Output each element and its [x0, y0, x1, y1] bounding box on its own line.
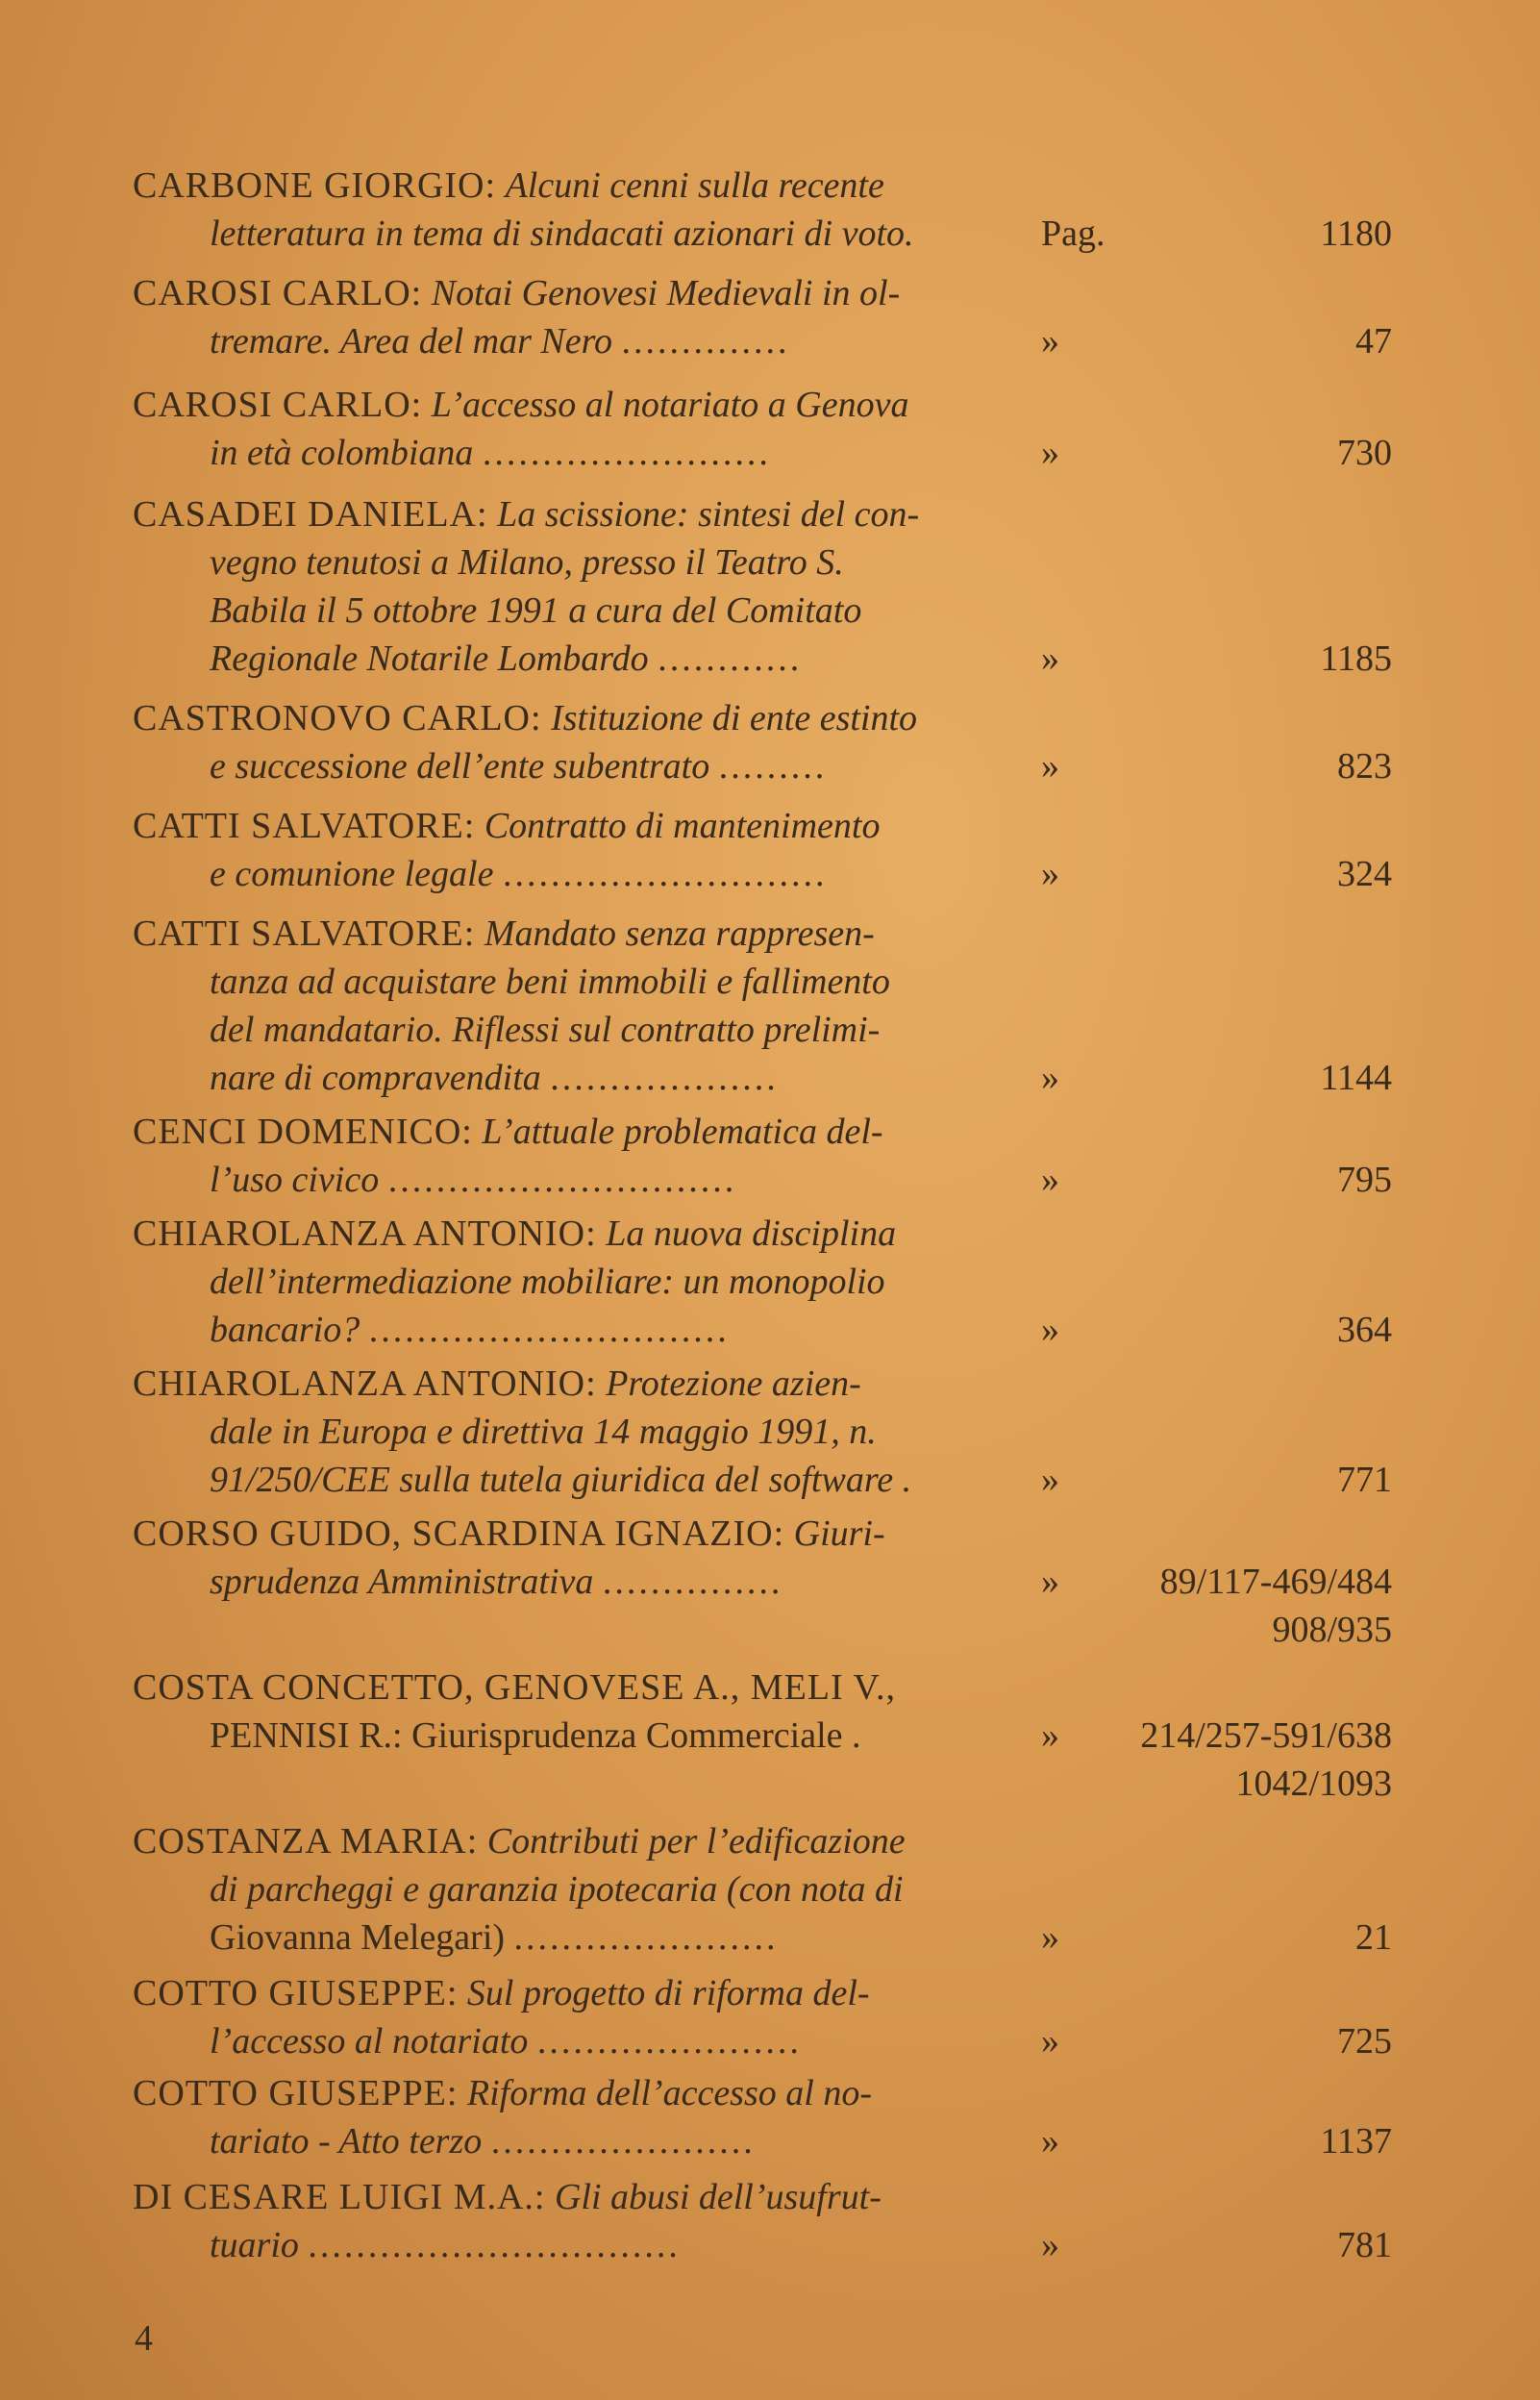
entry-title-line: PENNISI R.: Giurisprudenza Commerciale . [210, 1715, 861, 1756]
page-folio-number: 4 [135, 2318, 153, 2359]
index-entry [133, 1108, 1421, 1204]
page-number-continued: 1042/1093 [1235, 1763, 1392, 1804]
entry-title-line: e comunione legale [210, 854, 494, 894]
entry-author: COTTO GIUSEPPE: [133, 1973, 459, 2013]
leader-dots: ............ [658, 638, 803, 679]
page-number: 364 [1337, 1310, 1392, 1350]
entry-title-line: sprudenza Amministrativa [210, 1562, 594, 1602]
entry-title-line: tuario [210, 2225, 299, 2265]
entry-title-line: di parcheggi e garanzia ipotecaria (con nota di [210, 1869, 904, 1910]
entry-title-line: La nuova disciplina [606, 1213, 897, 1254]
entry-title-line: tariato - Atto terzo [210, 2121, 483, 2162]
page-marker: » [1041, 1715, 1059, 1756]
page-marker: » [1041, 1058, 1059, 1098]
entry-title-line: Gli abusi dell’usufrut- [554, 2177, 882, 2217]
index-entry [133, 802, 1421, 898]
page-marker: » [1041, 2121, 1059, 2162]
entry-title-line: L’attuale problematica del- [482, 1112, 883, 1152]
page-number: 823 [1337, 746, 1392, 787]
page-number: 771 [1337, 1460, 1392, 1500]
entry-author: CARBONE GIORGIO: [133, 165, 497, 206]
entry-title-line: nare di compravendita [210, 1058, 541, 1098]
entry-author: CAROSI CARLO: [133, 385, 423, 425]
page-marker: Pag. [1041, 213, 1105, 254]
leader-dots: ...................... [536, 2021, 802, 2062]
page-marker: » [1041, 746, 1059, 787]
entry-title-line: Protezione azien- [606, 1363, 861, 1404]
leader-dots: ................... [550, 1058, 779, 1098]
page-number: 795 [1337, 1160, 1392, 1200]
leader-dots: ...................... [513, 1917, 779, 1958]
entry-author: CASADEI DANIELA: [133, 494, 488, 535]
page-number: 324 [1337, 854, 1392, 894]
leader-dots: ............... [602, 1562, 783, 1602]
page-number: 725 [1337, 2021, 1392, 2062]
index-entry [133, 910, 1421, 1102]
page-number: 214/257-591/638 [1140, 1715, 1392, 1756]
page-marker: » [1041, 1562, 1059, 1602]
page-marker: » [1041, 1460, 1059, 1500]
page-number: 1185 [1320, 638, 1392, 679]
entry-title-line: Sul progetto di riforma del- [466, 1973, 870, 2013]
entry-title-line: bancario? [210, 1310, 360, 1350]
leader-dots: ........................ [482, 433, 771, 473]
entry-author: CENCI DOMENICO: [133, 1112, 473, 1152]
page-marker: » [1041, 321, 1059, 362]
entry-title-line: Giovanna Melegari) [210, 1917, 506, 1958]
entry-author: CATTI SALVATORE: [133, 806, 476, 846]
entry-author: CASTRONOVO CARLO: [133, 698, 542, 738]
entry-author: CAROSI CARLO: [133, 273, 423, 313]
entry-title-line: Riforma dell’accesso al no- [466, 2073, 872, 2113]
leader-dots: ...................... [490, 2121, 756, 2162]
entry-author: CORSO GUIDO, SCARDINA IGNAZIO: [133, 1513, 785, 1554]
entry-title-line: Istituzione di ente estinto [551, 698, 918, 738]
leader-dots: .............................. [368, 1310, 730, 1350]
page-marker: » [1041, 2021, 1059, 2062]
page-number: 21 [1355, 1917, 1392, 1958]
page-marker: » [1041, 1917, 1059, 1958]
page-marker: » [1041, 854, 1059, 894]
page-marker: » [1041, 638, 1059, 679]
page-marker: » [1041, 1160, 1059, 1200]
entry-author: COSTANZA MARIA: [133, 1821, 479, 1862]
index-entry [133, 1510, 1421, 1654]
page-number: 1180 [1320, 213, 1392, 254]
entry-title-line: La scissione: sintesi del con- [497, 494, 920, 535]
index-entry [133, 1969, 1421, 2065]
index-entry [133, 162, 1421, 258]
entry-title-line: in età colombiana [210, 433, 474, 473]
leader-dots: ............................... [308, 2225, 681, 2265]
leader-dots: ........................... [502, 854, 828, 894]
leader-dots: ............................. [387, 1160, 737, 1200]
page-number: 730 [1337, 433, 1392, 473]
entry-title-line: Contributi per l’edificazione [486, 1821, 906, 1862]
entry-title-line: l’accesso al notariato [210, 2021, 529, 2062]
entry-author: CHIAROLANZA ANTONIO: [133, 1213, 597, 1254]
page-marker: » [1041, 2225, 1059, 2265]
entry-title-line: vegno tenutosi a Milano, presso il Teatro S. [210, 542, 844, 583]
entry-author: CHIAROLANZA ANTONIO: [133, 1363, 597, 1404]
entry-title-line: Mandato senza rappresen- [484, 913, 875, 954]
entry-title-line: del mandatario. Riflessi sul contratto prelimi- [210, 1010, 881, 1050]
entry-title-line: 91/250/CEE sulla tutela giuridica del software . [210, 1460, 912, 1500]
page-marker: » [1041, 1310, 1059, 1350]
entry-title-line: Notai Genovesi Medievali in ol- [431, 273, 901, 313]
entry-title-line: l’uso civico [210, 1160, 380, 1200]
leader-dots: ......... [718, 746, 828, 787]
entry-author: CATTI SALVATORE: [133, 913, 476, 954]
page-number: 1137 [1320, 2121, 1392, 2162]
entry-title-line: tanza ad acquistare beni immobili e fallimento [210, 962, 890, 1002]
entry-title-line: L’accesso al notariato a Genova [431, 385, 909, 425]
entry-title-line: dell’intermediazione mobiliare: un monopolio [210, 1262, 885, 1302]
page-number: 89/117-469/484 [1159, 1562, 1392, 1602]
entry-title-line: Alcuni cenni sulla recente [505, 165, 884, 206]
page-number: 47 [1355, 321, 1392, 362]
index-entry [133, 1360, 1421, 1504]
entry-title-line: e successione dell’ente subentrato [210, 746, 710, 787]
entry-author: DI CESARE LUIGI M.A.: [133, 2177, 546, 2217]
index-entry [133, 1663, 1421, 1808]
entry-title-line: Contratto di mantenimento [484, 806, 881, 846]
page-marker: » [1041, 433, 1059, 473]
index-entry [133, 2069, 1421, 2165]
entry-title-line: dale in Europa e direttiva 14 maggio 1991, n. [210, 1412, 877, 1452]
index-entry [133, 1210, 1421, 1354]
index-entry [133, 381, 1421, 477]
page-number: 1144 [1320, 1058, 1392, 1098]
index-entry [133, 1817, 1421, 1962]
page-number: 781 [1337, 2225, 1392, 2265]
entry-title-line: Giuri- [793, 1513, 885, 1554]
index-entry [133, 490, 1421, 683]
page-number-continued: 908/935 [1272, 1610, 1392, 1650]
entry-title-line: letteratura in tema di sindacati azionari di voto. [210, 213, 914, 254]
entry-author: COSTA CONCETTO, GENOVESE A., MELI V., [133, 1667, 897, 1708]
index-entry [133, 269, 1421, 365]
index-entry [133, 2173, 1421, 2269]
leader-dots: .............. [621, 321, 790, 362]
entry-title-line: tremare. Area del mar Nero [210, 321, 613, 362]
entry-author: COTTO GIUSEPPE: [133, 2073, 459, 2113]
entry-title-line: Babila il 5 ottobre 1991 a cura del Comitato [210, 590, 862, 631]
index-entry [133, 694, 1421, 790]
entry-title-line: Regionale Notarile Lombardo [210, 638, 649, 679]
